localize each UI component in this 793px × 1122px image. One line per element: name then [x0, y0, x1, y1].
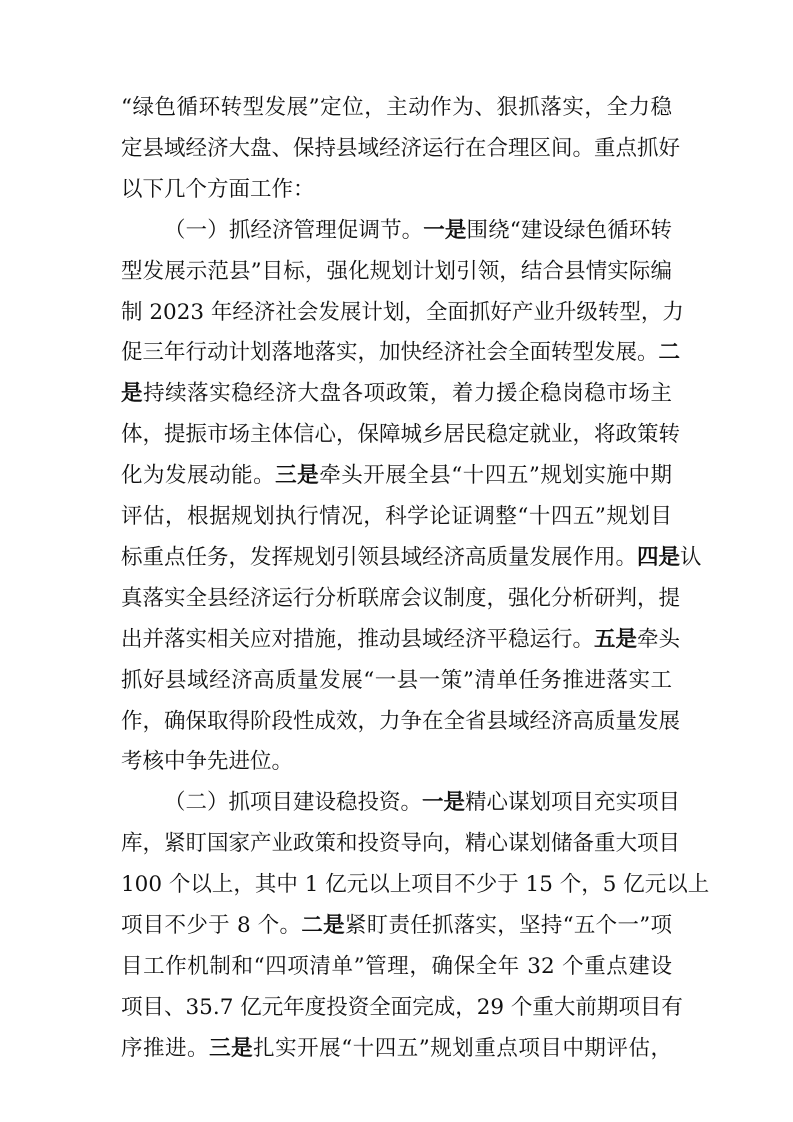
text-segment: 持续落实稳经济大盘各项政策，着力援企稳岗稳市场主 — [143, 381, 672, 407]
text-segment: 出并落实相关应对措施，推动县域经济平稳运行。 — [121, 626, 595, 652]
text-segment: 真落实全县经济运行分析联席会议制度，强化分析研判，提 — [121, 585, 681, 611]
text-segment: 库，紧盯国家产业政策和投资导向，精心谋划储备重大项目 — [121, 831, 681, 857]
text-line — [121, 379, 672, 409]
text-line — [121, 175, 672, 205]
text-segment: 化为发展动能。 — [121, 463, 276, 489]
text-segment: （二）抓项目建设稳投资。 — [164, 790, 423, 816]
text-line — [121, 707, 681, 737]
text-segment: 促三年行动计划落地落实，加快经济社会全面转型发展。 — [121, 340, 659, 366]
text-line — [121, 298, 684, 328]
text-segment: 抓好县域经济高质量发展“一县一策”清单任务推进落实工 — [121, 667, 672, 693]
bold-ordinal: 一是 — [422, 790, 466, 816]
text-segment: 项目、35.7 亿元年度投资全面完成，29 个重大前期项目有 — [121, 994, 683, 1020]
text-segment: 型发展示范县”目标，强化规划计划引领，结合县情实际编 — [121, 258, 672, 284]
text-segment: 紧盯责任抓落实，坚持“五个一”项 — [344, 913, 672, 938]
text-segment: 牵头开展全县“十四五”规划实施中期 — [319, 463, 672, 489]
text-line — [121, 134, 681, 164]
text-segment: 认 — [680, 544, 702, 570]
text-segment: 制 2023 年经济社会发展计划，全面抓好产业升级转型，力 — [121, 299, 684, 325]
bold-ordinal: 二是 — [301, 913, 345, 938]
text-line — [164, 216, 672, 246]
text-line — [121, 420, 681, 450]
text-line — [121, 338, 681, 368]
text-segment: 围绕“建设绿色循环转 — [466, 217, 672, 243]
text-segment: 标重点任务，发挥规划引领县域经济高质量发展作用。 — [121, 544, 638, 570]
text-segment: 牵头 — [637, 626, 681, 652]
bold-ordinal: 三是 — [275, 463, 320, 489]
text-line — [121, 584, 681, 614]
text-segment: 目工作机制和“四项清单”管理，确保全年 32 个重点建设 — [121, 953, 672, 979]
text-line — [164, 788, 681, 818]
text-line — [121, 257, 672, 287]
text-line — [121, 625, 681, 655]
text-segment: “绿色循环转型发展”定位，主动作为、狠抓落实，全力稳 — [121, 95, 672, 120]
bold-ordinal: 是 — [121, 381, 144, 407]
text-segment: 以下几个方面工作： — [121, 176, 315, 202]
text-segment: 评估，根据规划执行情况，科学论证调整“十四五”规划目 — [121, 504, 672, 529]
bold-ordinal: 二 — [658, 340, 681, 366]
text-segment: 项目不少于 8 个。 — [121, 913, 302, 938]
text-segment: 定县域经济大盘、保持县域经济运行在合理区间。重点抓好 — [121, 135, 681, 161]
text-line — [121, 502, 672, 532]
text-line — [121, 1034, 672, 1064]
text-line — [121, 747, 672, 777]
text-line — [121, 870, 710, 900]
text-segment: （一）抓经济管理促调节。 — [164, 217, 424, 243]
text-segment: 100 个以上，其中 1 亿元以上项目不少于 15 个，5 亿元以上 — [121, 872, 710, 898]
text-segment: 体，提振市场主体信心，保障城乡居民稳定就业，将政策转 — [121, 422, 681, 448]
bold-ordinal: 四是 — [637, 544, 681, 570]
text-segment: 精心谋划项目充实项目 — [465, 790, 681, 816]
text-line — [121, 461, 672, 491]
text-line — [121, 911, 672, 941]
text-segment: 扎实开展“十四五”规划重点项目中期评估， — [253, 1035, 672, 1061]
text-line — [121, 666, 672, 696]
text-line — [121, 829, 681, 859]
text-line — [121, 993, 683, 1023]
text-segment: 序推进。 — [121, 1035, 210, 1061]
text-line — [121, 543, 702, 573]
bold-ordinal: 五是 — [594, 626, 638, 652]
text-line — [121, 952, 672, 982]
text-segment: 考核中争先进位。 — [121, 749, 294, 775]
text-line — [121, 93, 672, 123]
text-segment: 作，确保取得阶段性成效，力争在全省县域经济高质量发展 — [121, 708, 681, 734]
bold-ordinal: 三是 — [209, 1035, 254, 1061]
bold-ordinal: 一是 — [423, 217, 467, 243]
